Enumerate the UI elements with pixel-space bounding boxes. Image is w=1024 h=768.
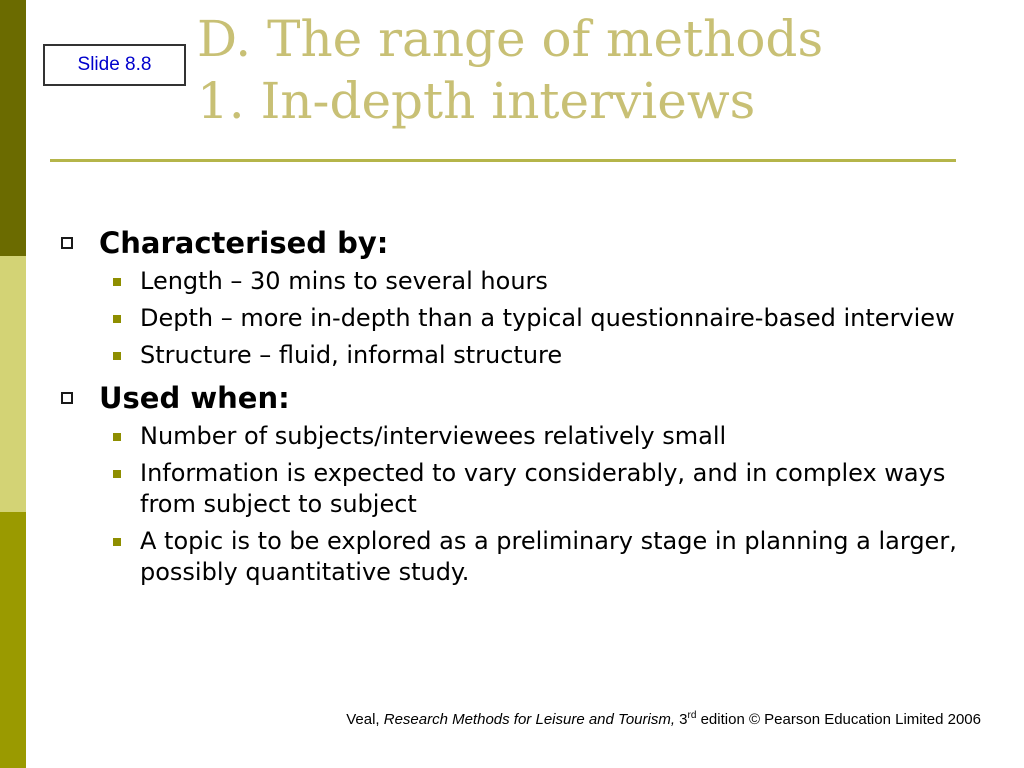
- slide-body: [56, 224, 996, 594]
- title-line-1: D. The range of methods: [197, 10, 824, 68]
- slide-title: [197, 8, 823, 132]
- footer-author: Veal,: [346, 711, 384, 728]
- list-item: [113, 303, 996, 334]
- slide-number-label: Slide 8.8: [43, 44, 186, 86]
- list-item-text: Length – 30 mins to several hours: [140, 267, 548, 295]
- footer-edition-suffix: rd: [687, 710, 697, 721]
- list-item-text: A topic is to be explored as a preliminary stage in planning a larger, possibly quantitative study.: [140, 527, 957, 586]
- list-item-text: Number of subjects/interviewees relatively small: [140, 422, 727, 450]
- square-bullet-icon: [113, 538, 121, 546]
- citation-footer: [346, 710, 981, 728]
- title-line-2: 1. In-depth interviews: [197, 72, 756, 130]
- list-item-text: Structure – fluid, informal structure: [140, 341, 563, 369]
- section-heading-text: Used when:: [99, 381, 290, 415]
- square-bullet-icon: [113, 315, 121, 323]
- side-bar-middle: [0, 256, 26, 512]
- square-bullet-icon: [113, 278, 121, 286]
- section-heading-text: Characterised by:: [99, 226, 389, 260]
- list-item-text: Information is expected to vary considerably, and in complex ways from subject to subject: [140, 459, 946, 518]
- title-divider: [50, 159, 956, 162]
- side-bar-top: [0, 0, 26, 256]
- footer-edition-number: 3: [675, 711, 688, 728]
- square-bullet-icon: [113, 433, 121, 441]
- square-bullet-icon: [113, 470, 121, 478]
- list-item: [113, 266, 996, 297]
- list-item-text: Depth – more in-depth than a typical questionnaire-based interview: [140, 304, 955, 332]
- section-heading: [56, 379, 996, 417]
- side-bar-bottom: [0, 512, 26, 768]
- footer-publisher: edition © Pearson Education Limited 2006: [696, 711, 981, 728]
- list-item: [113, 340, 996, 371]
- section-heading: [56, 224, 996, 262]
- list-item: [113, 421, 996, 452]
- list-item: [113, 458, 996, 520]
- list-item: [113, 526, 996, 588]
- hollow-square-bullet-icon: [61, 392, 73, 404]
- hollow-square-bullet-icon: [61, 237, 73, 249]
- footer-book-title: Research Methods for Leisure and Tourism,: [383, 711, 675, 728]
- square-bullet-icon: [113, 352, 121, 360]
